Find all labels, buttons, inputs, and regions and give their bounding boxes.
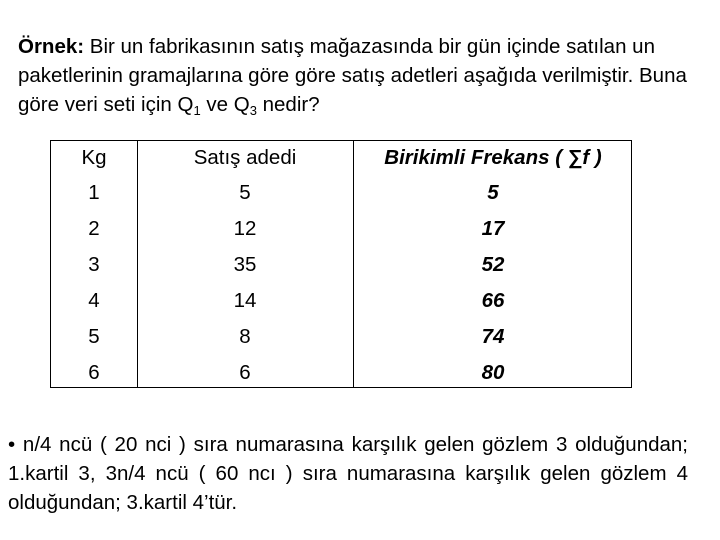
table-cell-kg: 4 (88, 289, 100, 312)
header-sales-count: Satış adedi (193, 146, 297, 169)
table-cell-sales: 8 (239, 325, 251, 348)
table-cell-kg: 5 (88, 325, 100, 348)
table-cell-kg: 6 (88, 361, 100, 384)
table-cell-sales: 6 (239, 361, 251, 384)
frequency-table (50, 140, 632, 388)
table-cell-kg: 3 (88, 253, 100, 276)
table-cell-sales: 12 (233, 217, 257, 240)
q1-symbol: $Q_1$ (177, 93, 201, 118)
table-cell-kg: 1 (88, 181, 100, 204)
question-ending: nedir? (256, 93, 320, 116)
explanation-paragraph: • n/4 ncü ( 20 nci ) sıra numarasına karşılık gelen gözlem 3 olduğundan; 1.kartil 3, 3n/4 ncü ( 60 ncı ) sıra numarasına karşılık gelen gözlem 4 olduğundan; 3.kartil 4’tür. (8, 433, 688, 514)
header-cumulative-frequency: Birikimli Frekans ( ∑f ) (384, 146, 602, 169)
table-cell-cumulative: 74 (481, 325, 505, 348)
table-cell-cumulative: 5 (487, 181, 499, 204)
table-cell-cumulative: 17 (481, 217, 505, 240)
header-kg: Kg (81, 146, 107, 169)
table-cell-cumulative: 52 (481, 253, 505, 276)
table-cell-kg: 2 (88, 217, 100, 240)
example-label: Örnek: (18, 35, 85, 58)
q3-symbol: $Q_3$ (233, 93, 257, 118)
table-cell-sales: 5 (239, 181, 251, 204)
table-cell-sales: 35 (233, 253, 257, 276)
question-text: Bir un fabrikasının satış mağazasında bir gün içinde satılan un paketlerinin gramajlarına göre göre satış adetleri aşağıda verilmiştir. Buna göre veri seti için (18, 35, 687, 116)
question-connector: ve (200, 93, 234, 116)
question-paragraph (18, 32, 708, 119)
table-cell-cumulative: 80 (481, 361, 505, 384)
table-cell-sales: 14 (233, 289, 257, 312)
table-cell-cumulative: 66 (481, 289, 505, 312)
